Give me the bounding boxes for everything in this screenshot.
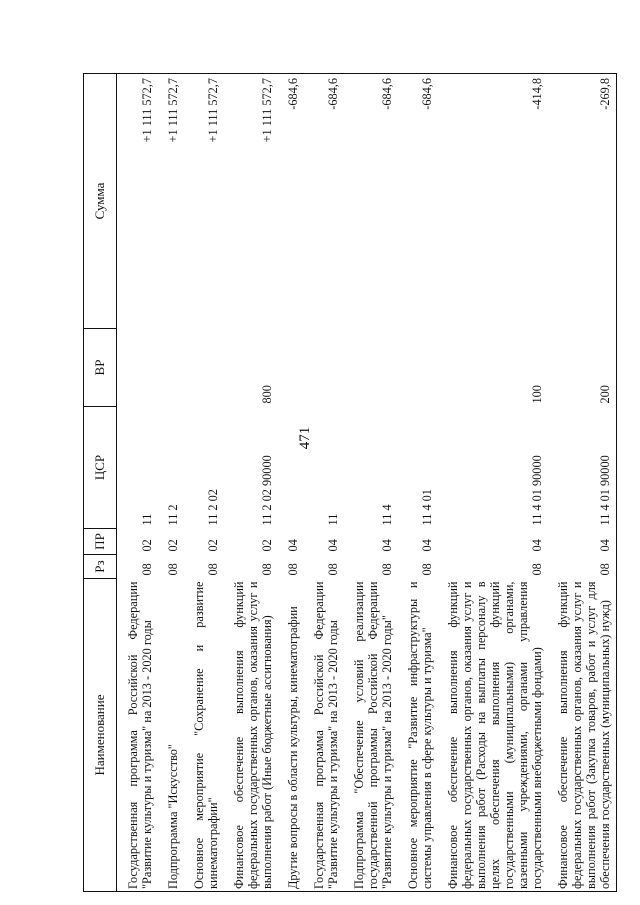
row-csr: 11 2	[166, 504, 180, 526]
row-rz: 08	[140, 563, 154, 576]
row-pr: 02	[206, 539, 220, 552]
row-sum: +1 111 572,7	[206, 78, 220, 143]
table-row	[277, 74, 303, 892]
row-name: Другие вопросы в области культуры, кинематографии	[286, 606, 300, 889]
header-name: Наименование	[84, 579, 117, 892]
row-sum: +1 111 572,7	[166, 78, 180, 143]
header-vr: ВР	[84, 329, 117, 407]
row-csr: 11 4 01	[420, 489, 434, 526]
table-row	[223, 74, 277, 892]
row-name: Основное мероприятие "Сохранение и развитие кинематографии"	[192, 581, 220, 889]
row-csr: 11 2 02	[206, 489, 220, 526]
row-rz: 08	[530, 563, 544, 576]
table-header-row	[84, 74, 117, 892]
header-sum: Сумма	[84, 74, 117, 329]
header-rz: Рз	[84, 555, 117, 579]
row-rz: 08	[326, 563, 340, 576]
table-row	[157, 74, 183, 892]
row-sum: -684,6	[286, 78, 300, 110]
budget-table	[83, 73, 617, 892]
row-vr	[277, 329, 303, 407]
row-vr	[303, 329, 343, 407]
row-csr: 11 4	[380, 504, 394, 526]
row-rz: 08	[286, 563, 300, 576]
row-name: Государственная программа Российской Федерации "Развитие культуры и туризма" на 2013 - 2020 годы	[126, 581, 154, 889]
row-pr: 04	[380, 539, 394, 552]
row-name: Подпрограмма "Искусство"	[166, 744, 180, 889]
table-row	[437, 74, 547, 892]
row-vr	[183, 329, 223, 407]
header-pr: ПР	[84, 529, 117, 555]
header-csr: ЦСР	[84, 407, 117, 529]
row-pr: 02	[140, 539, 154, 552]
row-vr: 100	[530, 385, 544, 404]
row-csr	[277, 407, 303, 529]
row-rz: 08	[206, 563, 220, 576]
row-pr: 02	[260, 539, 274, 552]
row-pr: 04	[420, 539, 434, 552]
row-sum: -684,6	[420, 78, 434, 110]
row-pr: 04	[286, 539, 300, 552]
table-row	[183, 74, 223, 892]
row-name: Подпрограмма "Обеспечение условий реализации государственной программы Российской Федерации "Развитие культуры и туризма" на 2013 - 2020 годы"	[352, 581, 394, 889]
document-sheet	[83, 74, 631, 892]
row-rz: 08	[166, 563, 180, 576]
table-row	[397, 74, 437, 892]
row-rz: 08	[380, 563, 394, 576]
row-pr: 04	[326, 539, 340, 552]
row-sum: +1 111 572,7	[260, 78, 274, 143]
table-row	[343, 74, 397, 892]
row-vr	[397, 329, 437, 407]
row-rz: 08	[547, 555, 617, 579]
row-vr: 200	[547, 329, 617, 407]
row-csr: 11 4 01 90000	[530, 455, 544, 526]
row-vr: 800	[260, 385, 274, 404]
row-rz: 08	[420, 563, 434, 576]
row-pr: 04	[530, 539, 544, 552]
table-row	[303, 74, 343, 892]
table-row	[547, 74, 617, 892]
row-name: Финансовое обеспечение выполнения функций федеральных государственных органов, оказания услуг и выполнения работ (Иные бюджетные ассигнования)	[232, 581, 274, 889]
row-name: Основное мероприятие "Развитие инфраструктуры и системы управления в сфере культуры и туризма"	[406, 581, 434, 889]
row-name: Государственная программа Российской Федерации "Развитие культуры и туризма" на 2013 - 2020 годы	[312, 581, 340, 889]
row-vr	[117, 329, 158, 407]
row-csr: 11 4 01 90000	[547, 407, 617, 529]
row-csr: 11	[140, 513, 154, 526]
page-number: 471	[297, 426, 313, 450]
row-pr: 04	[547, 529, 617, 555]
row-sum: -684,6	[380, 78, 394, 110]
row-name: Финансовое обеспечение выполнения функций федеральных государственных органов, оказания услуг и выполнения работ (Закупка товаров, работ и услуг для обеспечения государственных (муниципальных) нужд)	[547, 579, 617, 892]
row-name: Финансовое обеспечение выполнения функций федеральных государственных органов, оказания услуг и выполнения работ (Расходы на выплаты персоналу в целях обеспечения выполнения функций государственными (муниципальными) органами, казенными учреждениями, органами управления государственными внебюджетными фондами)	[446, 581, 544, 889]
row-vr	[157, 329, 183, 407]
table-row	[117, 74, 158, 892]
row-csr: 11	[326, 513, 340, 526]
row-sum: -269,8	[547, 74, 617, 329]
row-csr: 11 2 02 90000	[260, 455, 274, 526]
row-pr: 02	[166, 539, 180, 552]
row-sum: -684,6	[326, 78, 340, 110]
rotated-page-content	[83, 74, 631, 892]
row-vr	[343, 329, 397, 407]
row-rz: 08	[260, 563, 274, 576]
row-sum: -414,8	[530, 78, 544, 110]
row-sum: +1 111 572,7	[140, 78, 154, 143]
